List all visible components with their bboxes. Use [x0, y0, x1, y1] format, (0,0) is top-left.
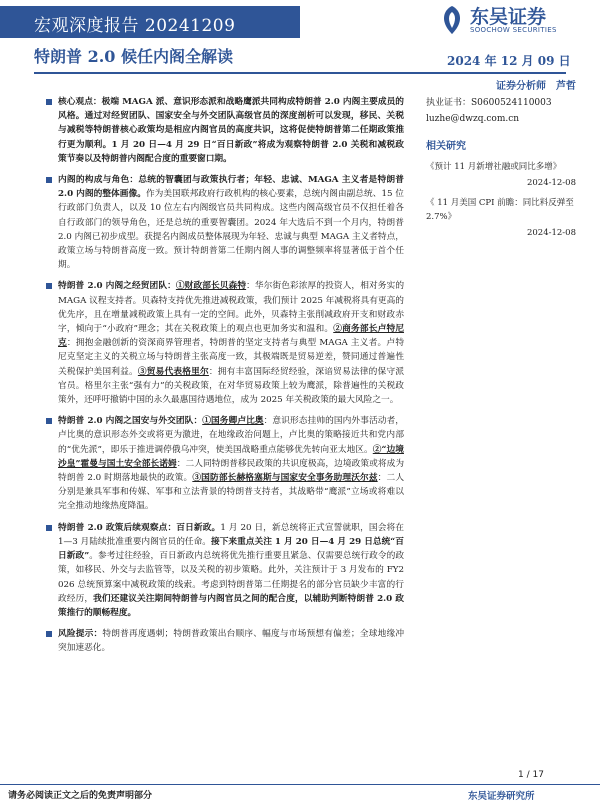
summary-paragraph: [44, 95, 404, 166]
related-report-title[interactable]: 《预计 11 月新增社融或同比多增》: [426, 162, 562, 172]
related-report-date: 2024-12-08: [526, 228, 576, 238]
company-logo: [438, 2, 598, 42]
related-report-date: 2024-12-08: [526, 178, 576, 188]
bullet-square-icon: [46, 418, 52, 424]
underlined-text: ①国务卿卢比奥: [202, 416, 264, 427]
related-report[interactable]: [426, 160, 576, 190]
page-footer: [0, 770, 600, 800]
underlined-text: ③国防部长赫格塞斯与国家安全事务助理沃尔兹: [192, 473, 378, 484]
bold-text: 核心观点：极端 MAGA 派、意识形态派和战略鹰派共同构成特朗普 2.0 内阁主要成员的风格。通过对经贸团队、国家安全与外交团队高级官员的深度剖析可以发现，移民、关税与减税等特朗普核心政策均是相应内阁官员的高度共识，这将促使特朗普第二任期政策推行更为顺利。1 月 20 日—4 月 29 日“百日新政”将成为观察特朗普 2.0 关税和减税政策节奏以及特朗普内阁配合度的重要窗口期。: [58, 97, 404, 164]
related-report-title[interactable]: 《 11 月美国 CPI 前瞻：同比料反弹至 2.7%》: [426, 198, 574, 222]
bold-text: 特朗普 2.0 内阁之经贸团队：: [58, 281, 176, 292]
bullet-square-icon: [46, 177, 52, 183]
sidebar: [426, 80, 576, 240]
body-text: 1 月 20 日，新总统将正式宣誓就职，国会将在 1—3 月陆续批准重要内阁官员的任命。: [58, 522, 404, 547]
bold-text: 接下来重点关注 1 月 20 日—4 月 29 日总统“百日新政”: [58, 536, 404, 562]
body-text: 作为美国联邦政府行政机构的核心要素，总统内阁由副总统、15 位行政部门负责人，以及 10 位左右内阁级官员共同构成。这些内阁高级官员不仅担任着各自行政部门的领导角色，还是总统的重要智囊团。2024 年大选后不到一个月内，特朗普 2.0 内阁已初步成型。获提名内阁成员整体展现为年轻、忠诚与典型 MAGA 主义者特点，政策立场与特朗普高度一致。预计特朗普第二任期内阁人事的调整频率将显著低于首个任期。: [58, 189, 404, 271]
body-text: ：华尔街色彩浓厚的投资人，相对务实的 MAGA 议程支持者。贝森特支持优先推进减税政策，我们预计 2025 年减税将具有更高的优先序，且在增量减税政策上具有一定的空间。此外，贝森特主张削减政府开支和财政赤字，倾向于“小政府”理念；其在关税政策上的观点也更加务实和温和。: [58, 281, 405, 335]
logo-text-cn: 东吴证券: [470, 6, 547, 28]
bold-text: 内阁的构成与角色：总统的智囊团与政策执行者；年轻、忠诚、MAGA 主义者是特朗普 2.0 内阁的整体画像。: [58, 175, 404, 200]
analyst-email[interactable]: luzhe@dwzq.com.cn: [426, 114, 520, 124]
summary-paragraph: [44, 521, 404, 620]
body-text: ：意识形态挂帅的国内外事活动者，卢比奥的意识形态外交或将更为激进，在地缘政治问题上，卢比奥的策略接近共和党内部的“优先派”，即乐于推进调停俄乌冲突，使美国战略重点能够优先转向亚太地区。: [58, 416, 404, 455]
body-text: ：拥抱金融创新的资深商界管理者，特朗普的坚定支持者与典型 MAGA 主义者。卢特尼克坚定主义的关税立场与特朗普主张高度一致，其极端既是贸易逆差，赞同通过普遍性关税保护美国利益。: [58, 338, 405, 377]
bullet-square-icon: [46, 525, 52, 531]
bullet-square-icon: [46, 283, 52, 289]
disclaimer-note: 请务必阅读正文之后的免责声明部分: [8, 791, 153, 801]
underlined-text: ②“边境沙皇”霍曼与国土安全部长诺姆: [58, 444, 404, 469]
body-text: ：二人同特朗普移民政策的共识度极高，边境政策或将成为特朗普 2.0 时期落地最快的政策。: [58, 458, 405, 484]
bold-text: 特朗普 2.0 内阁之国安与外交团队：: [58, 416, 203, 427]
report-category: 宏观深度报告 20241209: [34, 16, 236, 36]
summary-paragraph: [44, 414, 404, 513]
underlined-text: ①财政部长贝森特: [175, 281, 247, 292]
report-category-banner: [0, 6, 300, 38]
body-text: ：二人分别是兼具军事和传媒、军事和立法背景的特朗普支持者，其战略带“鹰派”立场或将难以完全推动地缘热度降温。: [58, 473, 405, 512]
report-title: 特朗普 2.0 候任内阁全解读: [34, 47, 233, 66]
footer-divider: [0, 784, 600, 785]
analyst-cert: 执业证书：S0600524110003: [426, 98, 552, 108]
body-text: 。参考过往经验，百日新政内总统将优先推行重要且紧急、仅需要总统行政令的政策，如移民、外交与去监管等，以及关税的初步策略。此外，关注预计于 3 月发布的 FY2026 总统预算案中减税政策的线索。考虑到特朗普第二任期提名的部分官员缺少丰富的行政经历，: [58, 551, 405, 604]
page-number: 1 / 17: [518, 770, 544, 780]
bold-text: 我们还建议关注期间特朗普与内阁官员之间的配合度，以辅助判断特朗普 2.0 政策推行的顺畅程度。: [58, 593, 404, 618]
underlined-text: ②商务部长卢特尼克: [58, 324, 405, 349]
logo-text-en: SOOCHOW SECURITIES: [470, 26, 557, 34]
analyst-name: 证券分析师 芦哲: [496, 81, 576, 92]
report-date: 2024 年 12 月 09 日: [447, 54, 571, 68]
related-report[interactable]: [426, 196, 576, 240]
related-research-header: 相关研究: [426, 141, 466, 152]
summary-paragraph: [44, 279, 404, 407]
institute-name: 东吴证券研究所: [468, 791, 535, 802]
summary-paragraph: [44, 627, 404, 655]
underlined-text: ③贸易代表格里尔: [137, 366, 209, 377]
report-summary: [44, 95, 404, 663]
bold-text: 特朗普 2.0 政策后续观察点：百日新政。: [58, 522, 221, 533]
body-text: 特朗普再度遇刺；特朗普政策出台顺序、幅度与市场预想有偏差；全球地缘冲突加速恶化。: [58, 629, 405, 654]
header-divider: [34, 72, 566, 74]
bullet-square-icon: [46, 631, 52, 637]
logo-icon: [438, 4, 466, 36]
body-text: ：拥有丰富国际经贸经验，深谙贸易法律的保守派官员。格里尔主张“强有力”的关税政策，在对华贸易政策上较为鹰派，除普遍性的关税政策外，还呼吁撤销中国的永久最惠国待遇地位，成为 2025 年关税政策的最大风险之一。: [58, 366, 405, 406]
summary-paragraph: [44, 173, 404, 272]
bullet-square-icon: [46, 99, 52, 105]
header-bar: [0, 0, 600, 44]
bold-text: 风险提示：: [58, 629, 103, 640]
